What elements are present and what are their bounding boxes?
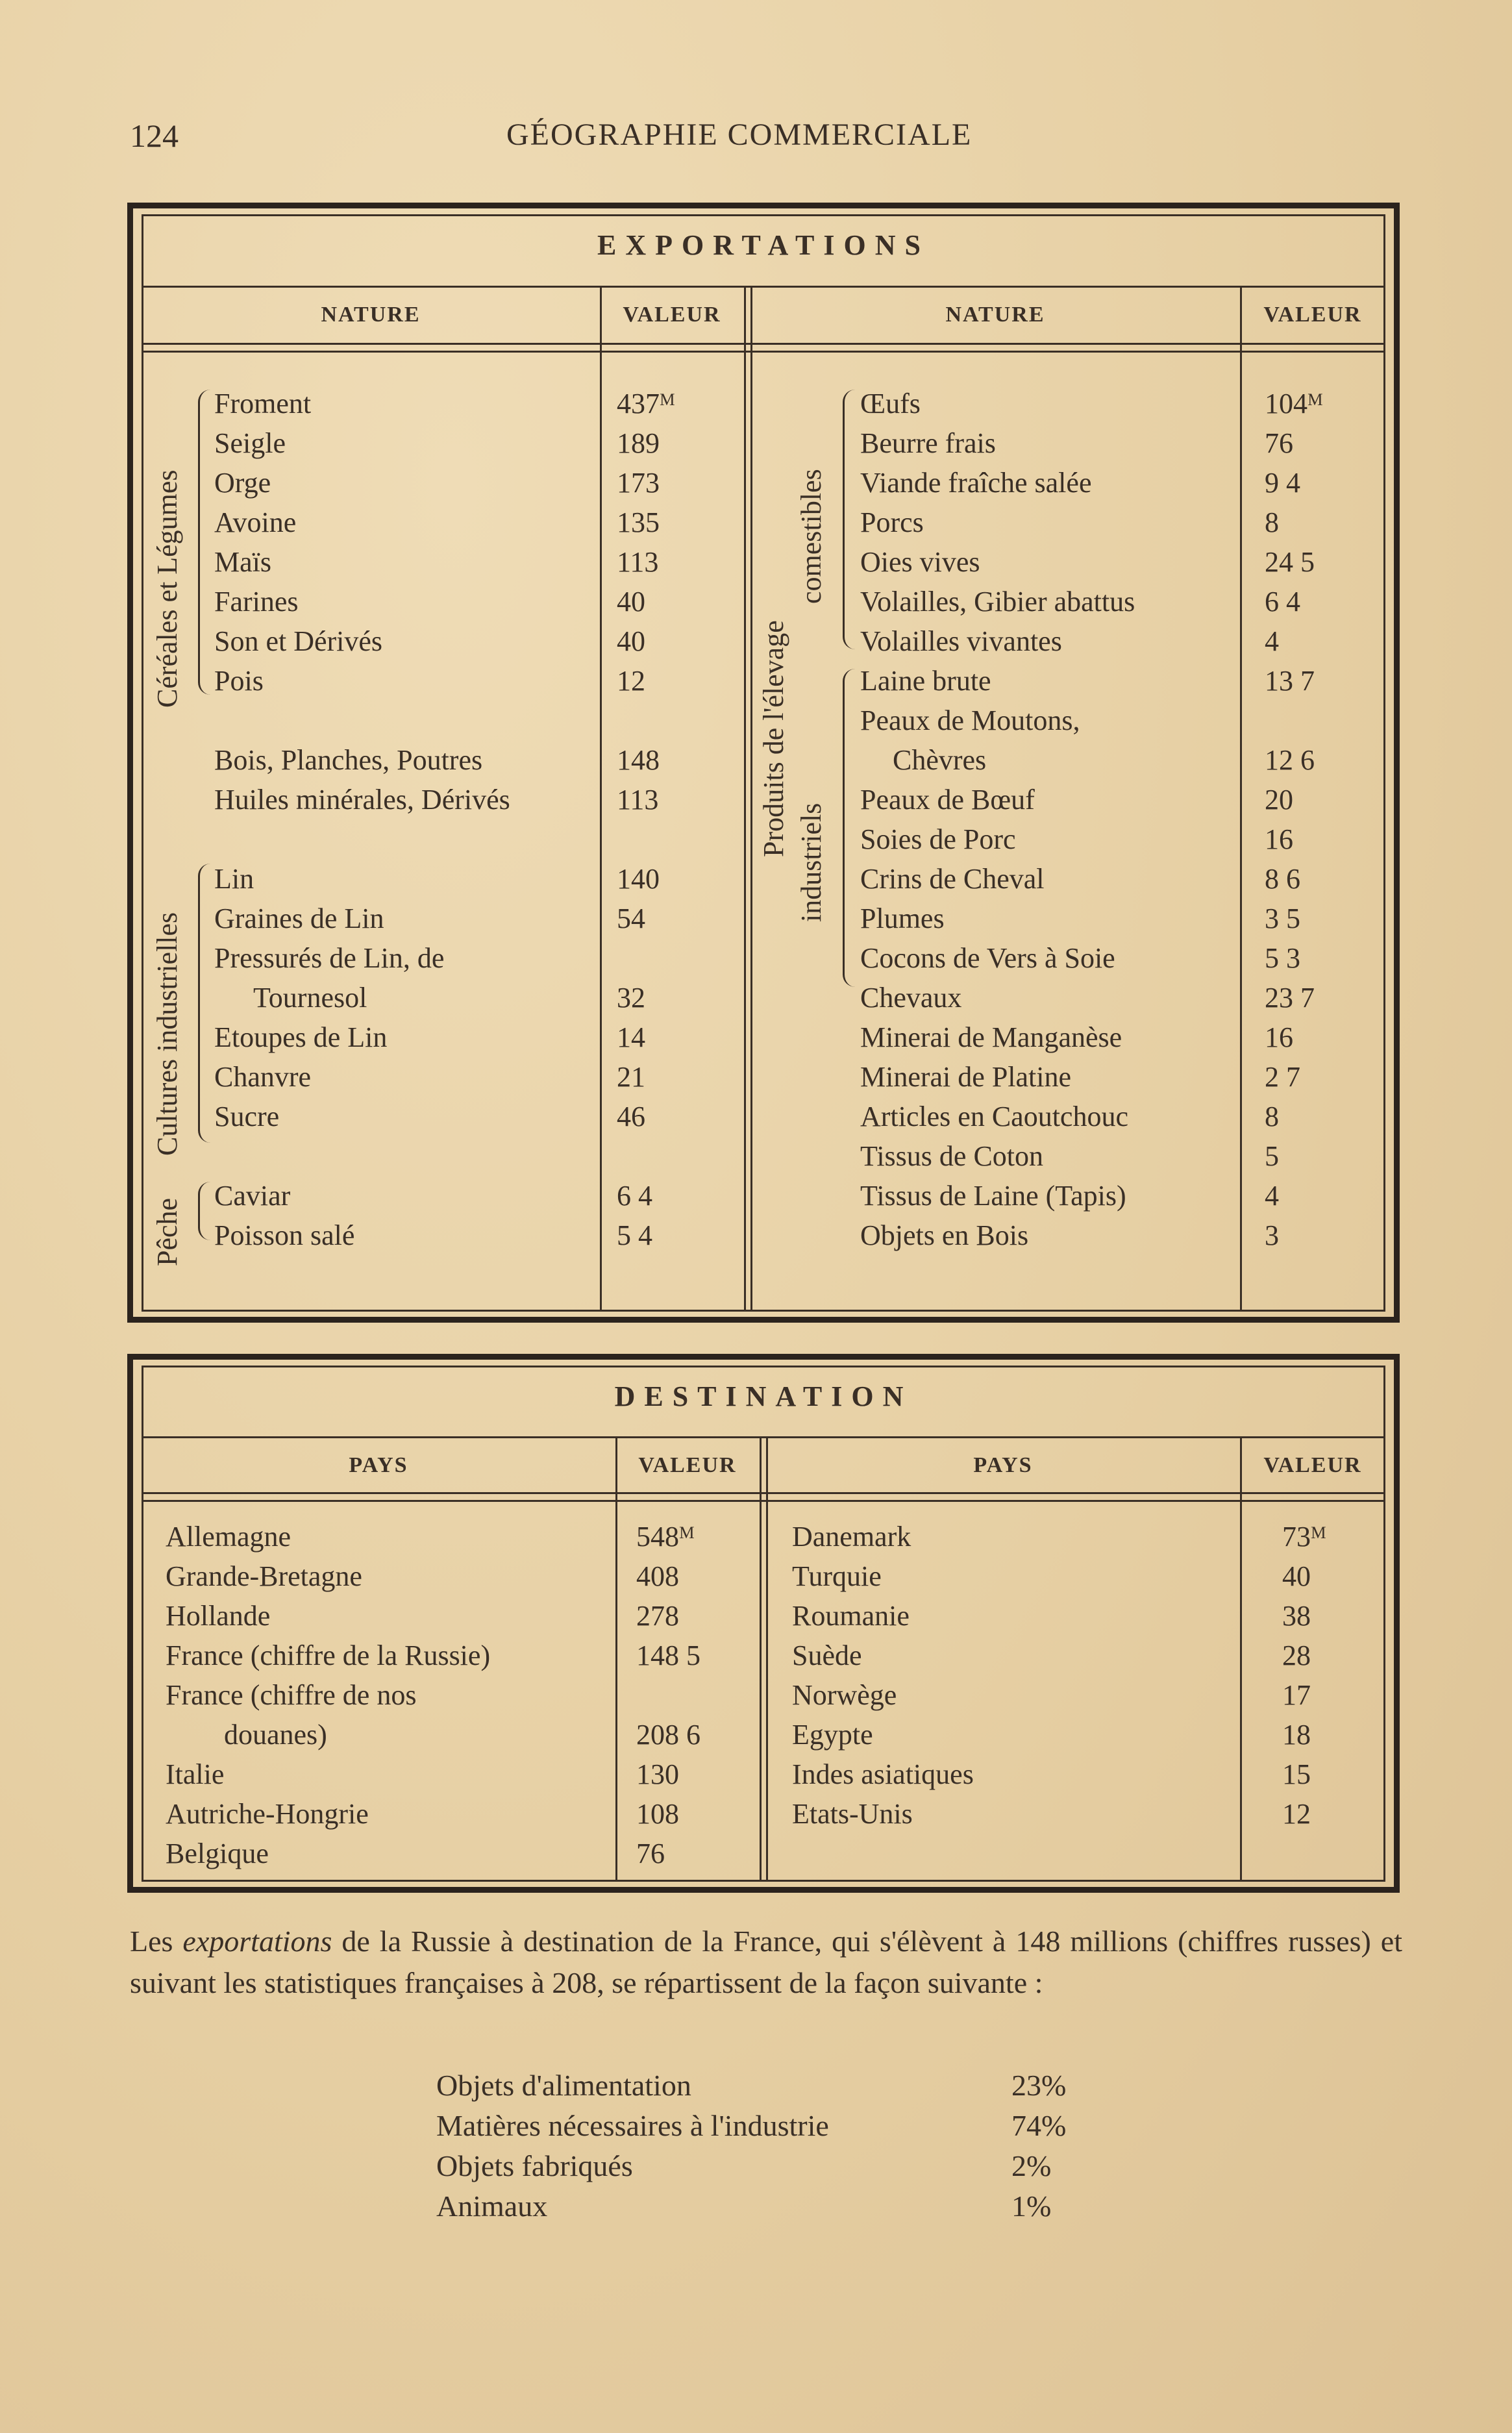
export-right-label: Viande fraîche salée [860, 467, 1092, 499]
divider [142, 286, 1385, 288]
export-left-label: Poisson salé [214, 1219, 355, 1251]
divider [142, 1492, 1385, 1494]
destination-right-label: Danemark [792, 1521, 911, 1553]
export-right-label: Laine brute [860, 665, 991, 697]
summary-value: 1% [1011, 2190, 1052, 2223]
summary-label: Objets fabriqués [436, 2149, 633, 2182]
divider [1240, 1436, 1242, 1882]
export-right-value: 3 5 [1265, 903, 1300, 934]
export-right-label: Minerai de Manganèse [860, 1021, 1122, 1053]
destination-right-label: Indes asiatiques [792, 1758, 974, 1790]
export-right-value: 8 6 [1265, 863, 1300, 895]
summary-label: Objets d'alimentation [436, 2069, 691, 2102]
destination-left-value: 76 [636, 1838, 665, 1869]
body-paragraph [130, 1921, 1402, 2004]
destination-left-label: Belgique [166, 1838, 269, 1869]
destination-right-value: 12 [1282, 1798, 1311, 1830]
destination-right-label: Turquie [792, 1560, 882, 1592]
destination-right-label: Egypte [792, 1719, 873, 1751]
destination-left-label: Italie [166, 1758, 225, 1790]
export-right-value: 5 3 [1265, 942, 1300, 974]
export-right-label: Beurre frais [860, 427, 996, 459]
export-right-value: 20 [1265, 784, 1293, 816]
destination-right-value: 38 [1282, 1600, 1311, 1632]
export-left-value: 21 [617, 1061, 645, 1093]
export-left-value: 40 [617, 586, 645, 618]
export-right-value: 23 7 [1265, 982, 1315, 1014]
brace [198, 864, 210, 1143]
col-valeur-right: VALEUR [1263, 303, 1362, 327]
export-left-value: 173 [617, 467, 660, 499]
col-valeur-left: VALEUR [623, 303, 721, 327]
export-right-label: Volailles, Gibier abattus [860, 586, 1135, 618]
col-valeur-right: VALEUR [1263, 1453, 1362, 1477]
export-left-value: 40 [617, 625, 645, 657]
group-elevage: Produits de l'élevage [758, 620, 789, 857]
export-right-value: 12 6 [1265, 744, 1315, 776]
export-left-label: Avoine [214, 506, 297, 538]
export-left-value: 12 [617, 665, 645, 697]
export-right-label: Objets en Bois [860, 1219, 1029, 1251]
divider [760, 1436, 762, 1882]
export-left-label: Farines [214, 586, 299, 618]
destination-right-value: 73ᴹ [1282, 1521, 1326, 1553]
divider [142, 1500, 1385, 1502]
export-left-value: 6 4 [617, 1180, 652, 1212]
col-nature-right: NATURE [945, 303, 1045, 327]
paragraph-lead: Les [130, 1925, 183, 1958]
export-left-label: Bois, Planches, Poutres [214, 744, 483, 776]
export-right-value: 16 [1265, 823, 1293, 855]
destination-right-value: 28 [1282, 1640, 1311, 1671]
export-right-label: Tissus de Coton [860, 1140, 1044, 1172]
export-right-value: 2 7 [1265, 1061, 1300, 1093]
export-left-label: Son et Dérivés [214, 625, 383, 657]
export-right-value: 16 [1265, 1021, 1293, 1053]
destination-right-label: Norwège [792, 1679, 897, 1711]
export-right-label: Cocons de Vers à Soie [860, 942, 1115, 974]
destination-left-value: 278 [636, 1600, 679, 1632]
group-comestibles: comestibles [795, 469, 827, 604]
export-right-value: 104ᴹ [1265, 388, 1323, 419]
divider [744, 286, 746, 1312]
destination-right-label: Etats-Unis [792, 1798, 913, 1830]
destination-left-label: France (chiffre de nos [166, 1679, 417, 1711]
export-left-label: Caviar [214, 1180, 291, 1212]
export-left-value: 140 [617, 863, 660, 895]
group-cereales: Céréales et Légumes [151, 469, 183, 708]
brace [843, 669, 855, 987]
divider [142, 1436, 1385, 1438]
destination-right-label: Suède [792, 1640, 862, 1671]
destination-right-value: 17 [1282, 1679, 1311, 1711]
destination-left-label: douanes) [224, 1719, 327, 1751]
export-right-label: Plumes [860, 903, 945, 934]
page-number: 124 [130, 118, 179, 154]
export-left-value: 5 4 [617, 1219, 652, 1251]
col-pays-left: PAYS [349, 1453, 408, 1477]
export-left-label: Lin [214, 863, 254, 895]
export-left-label: Chanvre [214, 1061, 312, 1093]
export-right-label: Oies vives [860, 546, 980, 578]
export-right-value: 5 [1265, 1140, 1279, 1172]
export-right-label: Peaux de Moutons, [860, 705, 1080, 736]
export-left-label: Froment [214, 388, 312, 419]
summary-value: 2% [1011, 2149, 1052, 2182]
export-right-value: 8 [1265, 506, 1279, 538]
export-right-label: Chevaux [860, 982, 962, 1014]
destination-right-value: 15 [1282, 1758, 1311, 1790]
export-left-value: 135 [617, 506, 660, 538]
export-left-value: 148 [617, 744, 660, 776]
export-right-label: Peaux de Bœuf [860, 784, 1035, 816]
export-left-label: Huiles minérales, Dérivés [214, 784, 510, 816]
export-left-value: 189 [617, 427, 660, 459]
divider [750, 286, 752, 1312]
export-right-value: 3 [1265, 1219, 1279, 1251]
export-right-label: Soies de Porc [860, 823, 1016, 855]
group-cultures: Cultures industrielles [151, 912, 183, 1156]
export-right-value: 13 7 [1265, 665, 1315, 697]
destination-left-value: 108 [636, 1798, 679, 1830]
destination-left-label: Grande-Bretagne [166, 1560, 362, 1592]
divider [142, 351, 1385, 353]
export-left-label: Sucre [214, 1101, 280, 1132]
export-left-label: Pois [214, 665, 264, 697]
group-peche: Pêche [151, 1197, 183, 1266]
export-left-label: Orge [214, 467, 271, 499]
export-right-value: 4 [1265, 625, 1279, 657]
destination-title: DESTINATION [614, 1380, 913, 1412]
export-right-value: 6 4 [1265, 586, 1300, 618]
export-right-label: Œufs [860, 388, 921, 419]
divider [766, 1436, 768, 1882]
col-pays-right: PAYS [973, 1453, 1033, 1477]
brace [843, 390, 855, 649]
export-left-value: 46 [617, 1101, 645, 1132]
brace [198, 1182, 210, 1240]
summary-label: Matières nécessaires à l'industrie [436, 2109, 829, 2142]
export-right-value: 24 5 [1265, 546, 1315, 578]
destination-left-value: 148 5 [636, 1640, 700, 1671]
paragraph-emphasis: exportations [182, 1925, 332, 1958]
divider [615, 1436, 617, 1882]
divider [1240, 286, 1242, 1312]
destination-left-value: 130 [636, 1758, 679, 1790]
export-right-label: Tissus de Laine (Tapis) [860, 1180, 1126, 1212]
summary-label: Animaux [436, 2190, 548, 2223]
export-left-value: 14 [617, 1021, 645, 1053]
running-head: GÉOGRAPHIE COMMERCIALE [506, 118, 973, 152]
export-left-label: Maïs [214, 546, 271, 578]
col-nature-left: NATURE [321, 303, 421, 327]
brace [198, 390, 210, 695]
export-right-value: 76 [1265, 427, 1293, 459]
export-left-value: 437ᴹ [617, 388, 675, 419]
destination-left-label: Hollande [166, 1600, 271, 1632]
export-right-label: Porcs [860, 506, 924, 538]
export-left-value: 32 [617, 982, 645, 1014]
export-right-label: Volailles vivantes [860, 625, 1062, 657]
group-industriels: industriels [795, 803, 827, 922]
export-left-label: Etoupes de Lin [214, 1021, 388, 1053]
export-right-label: Minerai de Platine [860, 1061, 1072, 1093]
export-right-value: 4 [1265, 1180, 1279, 1212]
export-left-label: Tournesol [253, 982, 367, 1014]
divider [600, 286, 602, 1312]
summary-value: 23% [1011, 2069, 1067, 2102]
export-right-value: 9 4 [1265, 467, 1300, 499]
destination-right-value: 40 [1282, 1560, 1311, 1592]
destination-left-label: France (chiffre de la Russie) [166, 1640, 491, 1671]
destination-left-value: 548ᴹ [636, 1521, 695, 1553]
divider [142, 343, 1385, 345]
destination-right-value: 18 [1282, 1719, 1311, 1751]
export-right-label: Crins de Cheval [860, 863, 1045, 895]
summary-value: 74% [1011, 2109, 1067, 2142]
destination-left-value: 408 [636, 1560, 679, 1592]
destination-right-label: Roumanie [792, 1600, 910, 1632]
export-left-label: Graines de Lin [214, 903, 384, 934]
export-left-value: 113 [617, 546, 659, 578]
col-valeur-left: VALEUR [638, 1453, 737, 1477]
page-header [130, 117, 1402, 162]
export-left-label: Seigle [214, 427, 286, 459]
destination-left-value: 208 6 [636, 1719, 700, 1751]
export-right-label: Chèvres [893, 744, 987, 776]
export-right-value: 8 [1265, 1101, 1279, 1132]
export-right-label: Articles en Caoutchouc [860, 1101, 1128, 1132]
destination-left-label: Allemagne [166, 1521, 291, 1553]
exports-title: EXPORTATIONS [597, 229, 930, 261]
paragraph-rest: de la Russie à destination de la France, qui s'élèvent à 148 millions (chiffres russes) et suivant les statistiques françaises à 208, se répartissent de la façon suivante : [130, 1925, 1403, 1999]
destination-left-label: Autriche-Hongrie [166, 1798, 369, 1830]
export-left-value: 54 [617, 903, 645, 934]
export-left-value: 113 [617, 784, 659, 816]
export-left-label: Pressurés de Lin, de [214, 942, 445, 974]
